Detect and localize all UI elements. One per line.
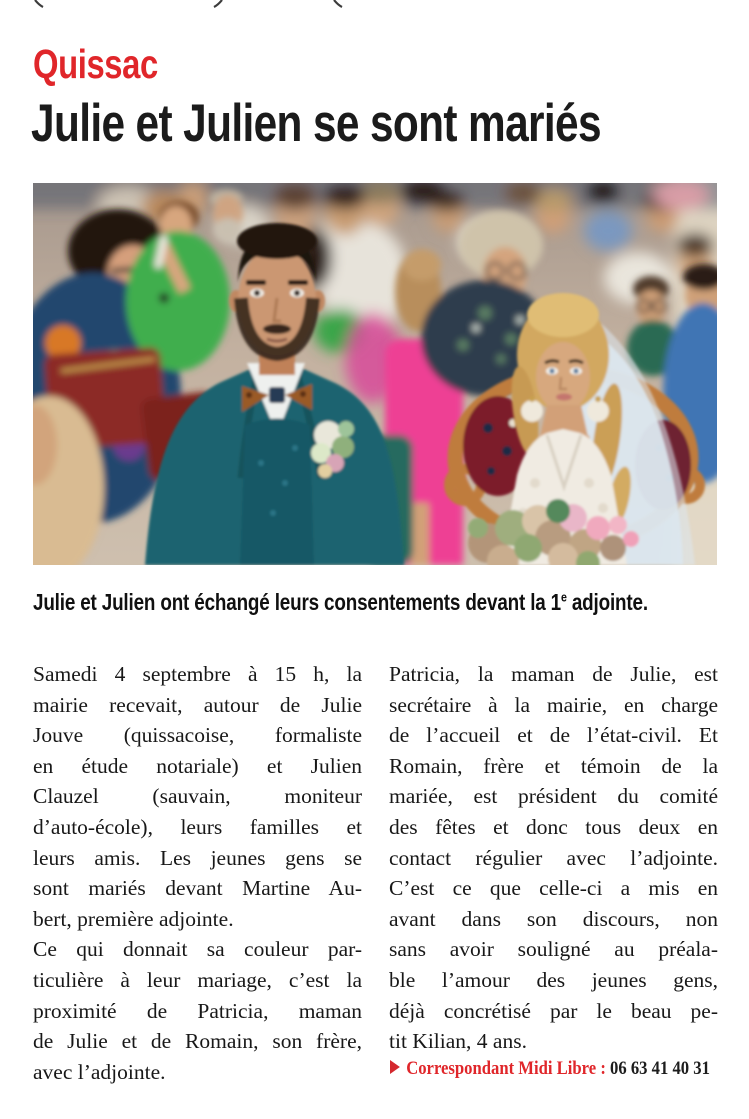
article-line: tit Kilian, 4 ans. xyxy=(389,1029,527,1054)
caption-text-end: adjointe. xyxy=(566,589,648,615)
photo-caption xyxy=(33,589,648,616)
article-line: leurs amis. Les jeunes gens se xyxy=(33,845,362,870)
article-line: C’est ce que celle-ci a mis en xyxy=(389,876,718,901)
article-line: Ce qui donnait sa couleur par- xyxy=(33,937,362,962)
arrow-marker-icon xyxy=(390,1060,400,1074)
article-line: de Julie et de Romain, son frère, xyxy=(33,1029,362,1054)
wedding-photo xyxy=(33,183,717,565)
article-line: Clauzel (sauvain, moniteur xyxy=(33,784,362,809)
article-line: des fêtes et donc tous deux en xyxy=(389,814,718,839)
correspondent-footer xyxy=(390,1059,710,1080)
article-line: mariée, est président du comité xyxy=(389,784,718,809)
wedding-photo-illustration xyxy=(33,183,717,565)
section-kicker: Quissac xyxy=(33,41,158,87)
footer-colon: : xyxy=(596,1059,611,1079)
article-line: secrétaire à la mairie, en charge xyxy=(389,692,718,717)
correspondent-label: Correspondant Midi Libre xyxy=(406,1059,597,1079)
article-line: Samedi 4 septembre à 15 h, la xyxy=(33,662,362,686)
article-line: ble l’amour des jeunes gens, xyxy=(389,967,718,992)
cropped-text-fragment xyxy=(332,0,344,8)
article-column xyxy=(389,659,718,1087)
caption-text: Julie et Julien ont échangé leurs consentements devant la 1 xyxy=(33,589,562,615)
article-columns xyxy=(33,659,717,1087)
article-line: mairie recevait, autour de Julie xyxy=(33,692,362,717)
article-line: d’auto-école), leurs familles et xyxy=(33,814,362,839)
article-line: Romain, frère et témoin de la xyxy=(389,753,718,778)
article-line: Jouve (quissacoise, formaliste xyxy=(33,723,362,748)
article-line: Patricia, la maman de Julie, est xyxy=(389,662,718,686)
article-line: en étude notariale) et Julien xyxy=(33,753,362,778)
article-line: avant dans son discours, non xyxy=(389,906,718,931)
article-line: de l’accueil et de l’état-civil. Et xyxy=(389,723,718,748)
article-line: sont mariés devant Martine Au- xyxy=(33,876,362,901)
article-line: proximité de Patricia, maman xyxy=(33,998,362,1023)
article-line: sans avoir souligné au préala- xyxy=(389,937,718,962)
article-line: contact régulier avec l’adjointe. xyxy=(389,845,718,870)
article-line: avec l’adjointe. xyxy=(33,1059,166,1084)
article-line: déjà concrétisé par le beau pe- xyxy=(389,998,718,1023)
cropped-text-fragment xyxy=(33,0,45,8)
correspondent-phone: 06 63 41 40 31 xyxy=(610,1059,710,1079)
article-line: bert, première adjointe. xyxy=(33,906,234,931)
cropped-text-fragment xyxy=(212,0,224,8)
article-line: ticulière à leur mariage, c’est la xyxy=(33,967,362,992)
caption-superscript: e xyxy=(561,589,567,605)
article-column xyxy=(33,659,362,1087)
article-headline: Julie et Julien se sont mariés xyxy=(31,94,601,153)
